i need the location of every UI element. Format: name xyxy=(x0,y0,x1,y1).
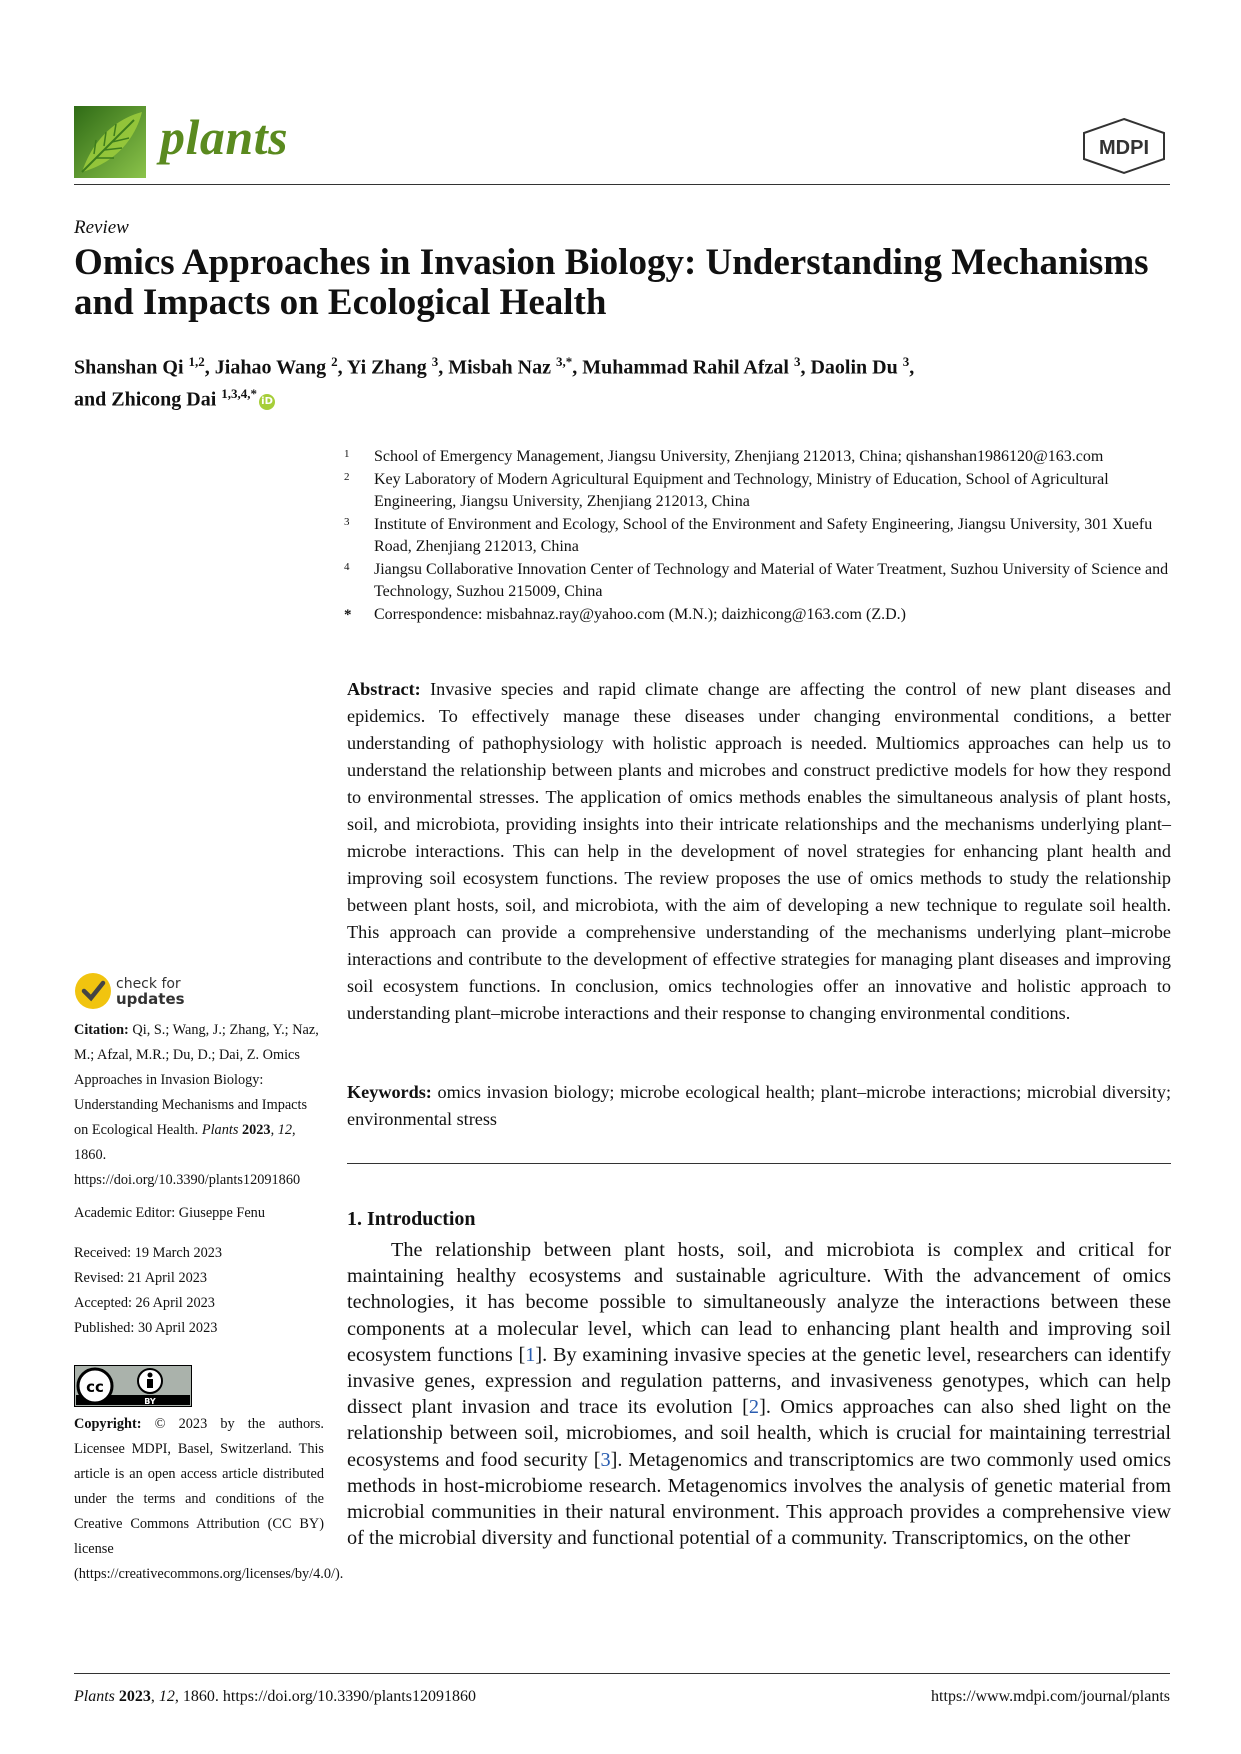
keywords-label: Keywords: xyxy=(347,1082,432,1102)
author-name: Daolin Du xyxy=(810,356,903,379)
copyright-notice: Copyright: © 2023 by the authors. Licensee MDPI, Basel, Switzerland. This article is an open access article distributed under the terms and conditions of the Creative Commons Attribution (CC BY) license (https://creativecommons.org/licenses/by/4.0/). xyxy=(74,1416,344,1582)
publisher-name: MDPI xyxy=(1099,137,1149,159)
author-name: Zhicong Dai xyxy=(111,388,222,411)
affiliation-item: 3 Institute of Environment and Ecology, School of the Environment and Safety Engineering, Jiangsu University, 301 Xuefu Road, Zhenjiang 212013, China xyxy=(344,515,1153,555)
section-heading: 1. Introduction xyxy=(347,1208,476,1230)
publication-dates xyxy=(74,1241,324,1341)
keywords-text: omics invasion biology; microbe ecological health; plant–microbe interactions; microbial diversity; environmental stress xyxy=(347,1082,1172,1129)
citation-link[interactable]: 1 xyxy=(525,1343,536,1366)
footer-journal-link[interactable]: https://www.mdpi.com/journal/plants xyxy=(931,1688,1170,1705)
orcid-icon[interactable]: iD xyxy=(259,394,275,410)
author-name: Muhammad Rahil Afzal xyxy=(582,356,794,379)
journal-name: plants xyxy=(160,109,289,165)
journal-logo-leaf-icon xyxy=(74,106,146,178)
keywords xyxy=(347,1079,1171,1133)
header-rule xyxy=(74,184,1170,185)
svg-text:cc: cc xyxy=(86,1378,104,1396)
affiliation-item: 1 School of Emergency Management, Jiangsu University, Zhenjiang 212013, China; qishanshan1986120@163.com xyxy=(344,448,1104,465)
affiliation-item: 4 Jiangsu Collaborative Innovation Center of Technology and Material of Water Treatment, Suzhou University of Science and Technology, Suzhou 215009, China xyxy=(344,560,1169,600)
citation-link[interactable]: 3 xyxy=(600,1448,611,1471)
author-affiliation-marker: 3,* xyxy=(556,354,573,369)
academic-editor: Academic Editor: Giuseppe Fenu xyxy=(74,1205,265,1221)
footer-citation: Plants 2023, 12, 1860. https://doi.org/10.3390/plants12091860 xyxy=(74,1688,476,1705)
cc-by-license-badge[interactable] xyxy=(74,1365,192,1407)
published-date: Published: 30 April 2023 xyxy=(74,1320,218,1336)
correspondence: * Correspondence: misbahnaz.ray@yahoo.com (M.N.); daizhicong@163.com (Z.D.) xyxy=(344,605,906,623)
affiliations xyxy=(344,446,1174,626)
mdpi-logo xyxy=(1078,116,1170,176)
revised-date: Revised: 21 April 2023 xyxy=(74,1270,208,1286)
article-type: Review xyxy=(74,217,129,238)
author-name: Yi Zhang xyxy=(346,356,432,379)
author-affiliation-marker: 1,2 xyxy=(188,354,205,369)
affiliation-item: 2 Key Laboratory of Modern Agricultural Equipment and Technology, Ministry of Education, School of Agricultural Engineering, Jiangsu University, Zhenjiang 212013, China xyxy=(344,470,1109,510)
introduction-paragraph: The relationship between plant hosts, soil, and microbiota is complex and critical for maintaining healthy ecosystems and sustainable agriculture. With the advancement of omics technologies, it has become possible to simultaneously analyze the interactions between these components at a molecular level, which can lead to enhancing plant health and improving soil ecosystem functions [1]. By examining invasive species at the genetic level, researchers can identify invasive genes, expression and regulation patterns, and invasiveness genotypes, which can help dissect plant invasion and trace its evolution [2]. Omics approaches can also shed light on the relationship between soil, microbiomes, and soil health, which is crucial for maintaining terrestrial ecosystems and food security [3]. Metagenomics and transcriptomics are two commonly used omics methods in host-microbiome research. Metagenomics involves the analysis of genetic material from microbial communities in their natural environment. This approach provides a comprehensive view of the microbial diversity and functional potential of a community. Transcriptomics, on the other xyxy=(347,1239,1171,1550)
received-date: Received: 19 March 2023 xyxy=(74,1245,223,1261)
author-name: Jiahao Wang xyxy=(214,356,332,379)
author-affiliation-marker: 3 xyxy=(793,354,801,369)
abstract-label: Abstract: xyxy=(347,679,421,699)
check-icon xyxy=(74,972,112,1010)
article-title: Omics Approaches in Invasion Biology: Understanding Mechanisms and Impacts on Ecological Health xyxy=(74,242,1149,323)
author-list: Shanshan Qi $^{1,2}$, Jiahao Wang $^2$, Yi Zhang $^3$, Misbah Naz $^{3,*}$, Muhammad Rahil Afzal $^3$, Daolin Du $^3$, and Zhicong Dai $^{1,3,4,*}$iD xyxy=(74,354,915,411)
check-for-updates-label: check for updates xyxy=(116,976,185,1008)
author-affiliation-marker: 3 xyxy=(902,354,910,369)
cc-badge-label: BY xyxy=(144,1397,156,1406)
author-affiliation-marker: 3 xyxy=(431,354,439,369)
author-affiliation-marker: 1,3,4,* xyxy=(221,385,258,401)
citation-block: Citation: Qi, S.; Wang, J.; Zhang, Y.; Naz, M.; Afzal, M.R.; Du, D.; Dai, Z. Omics Approaches in Invasion Biology: Understanding Mechanisms and Impacts on Ecological Health. Plants 2023, 12, 1860. https://doi.org/10.3390/plants12091860 xyxy=(74,1022,319,1188)
author-name: Shanshan Qi xyxy=(74,356,189,379)
citation-link[interactable]: 2 xyxy=(748,1396,760,1419)
footer-rule xyxy=(74,1673,1170,1674)
author-name: Misbah Naz xyxy=(448,356,557,379)
abstract xyxy=(347,676,1171,1027)
author-affiliation-marker: 2 xyxy=(331,354,338,369)
abstract-text: Invasive species and rapid climate change are affecting the control of new plant diseases and epidemics. To effectively manage these diseases under changing environmental conditions, a better understanding of pathophysiology with holistic approach is needed. Multiomics approaches can help us to understand the relationship between plants and microbes and construct predictive models for how they respond to environmental stresses. The application of omics methods enables the simultaneous analysis of plant hosts, soil, and microbiota, providing insights into their intricate relationships and the mechanisms underlying plant–microbe interactions. This can help in the development of novel strategies for enhancing plant health and improving soil ecosystem functions. The review proposes the use of omics methods to study the relationship between plant hosts, soil, and microbiota, with the aim of developing a new technique to regulate soil health. This approach can provide a comprehensive understanding of the mechanisms underlying plant–microbe interactions and contribute to the development of effective strategies for managing plant diseases and improving soil ecosystem functions. In conclusion, omics technologies offer an innovative and holistic approach to understanding plant–microbe interactions and their response to changing environmental conditions. xyxy=(347,679,1171,1023)
section-rule xyxy=(347,1163,1171,1164)
accepted-date: Accepted: 26 April 2023 xyxy=(74,1295,215,1311)
